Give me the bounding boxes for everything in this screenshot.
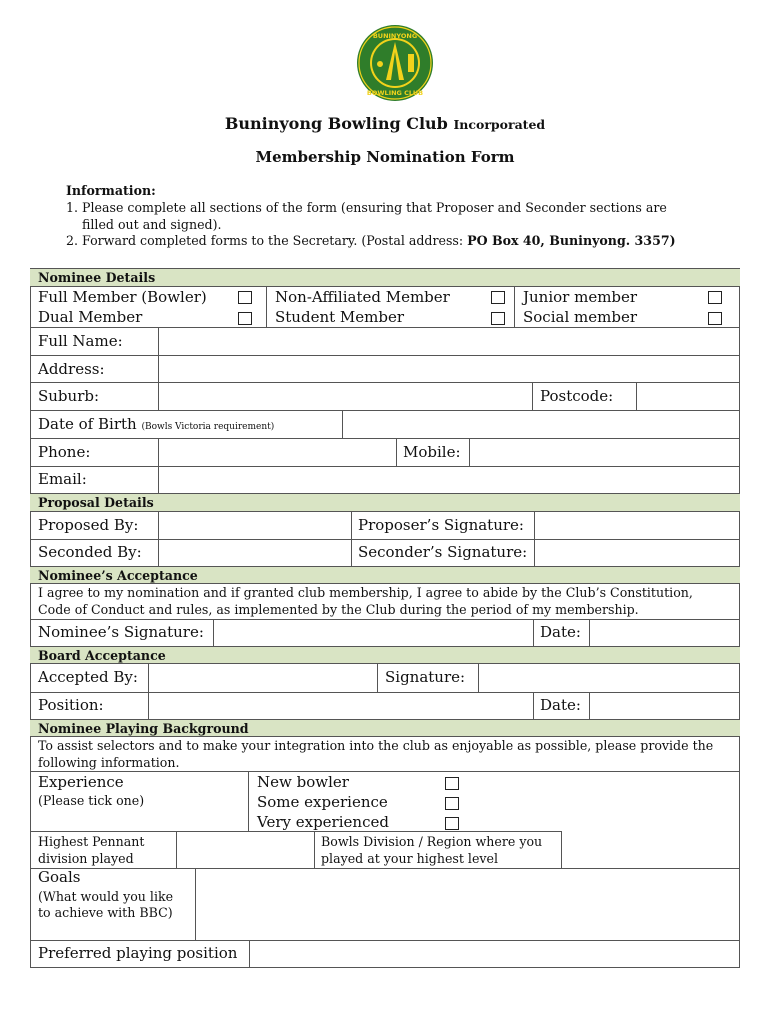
junior-member-label: Junior member xyxy=(523,288,638,306)
section-nominee-acceptance: Nominee’s Acceptance xyxy=(30,566,740,584)
board-date-label: Date: xyxy=(540,696,581,714)
svg-text:BOWLING CLUB: BOWLING CLUB xyxy=(366,89,424,97)
social-member-label: Social member xyxy=(523,308,637,326)
division-label-2: played at your highest level xyxy=(321,851,499,866)
dob-note: (Bowls Victoria requirement) xyxy=(141,422,275,432)
full-member-checkbox[interactable] xyxy=(238,291,252,304)
mobile-label: Mobile: xyxy=(403,443,461,461)
pennant-division-field[interactable] xyxy=(177,832,313,868)
new-bowler-label: New bowler xyxy=(257,773,349,791)
division-label-1: Bowls Division / Region where you xyxy=(321,834,543,849)
seconder-signature-field[interactable] xyxy=(535,540,739,566)
info-item-1-cont: filled out and signed). xyxy=(82,216,222,232)
goals-note-2: to achieve with BBC) xyxy=(38,905,173,920)
acceptance-text-1: I agree to my nomination and if granted club membership, I agree to abide by the Club’s Constitution, xyxy=(38,585,693,600)
proposed-by-label: Proposed By: xyxy=(38,516,139,534)
acceptance-text-2: Code of Conduct and rules, as implemented by the Club during the period of my membership. xyxy=(38,602,639,617)
accepted-by-field[interactable] xyxy=(149,665,376,692)
postcode-field[interactable] xyxy=(637,383,739,410)
very-experienced-label: Very experienced xyxy=(257,813,389,831)
junior-member-checkbox[interactable] xyxy=(708,291,722,304)
nominee-signature-field[interactable] xyxy=(214,620,532,646)
some-experience-checkbox[interactable] xyxy=(445,797,459,810)
form-title: Membership Nomination Form xyxy=(255,148,515,166)
proposer-signature-field[interactable] xyxy=(535,513,739,539)
section-nominee-details: Nominee Details xyxy=(30,268,740,287)
section-playing-background: Nominee Playing Background xyxy=(30,719,740,737)
club-name xyxy=(0,114,770,133)
email-field[interactable] xyxy=(159,467,739,493)
dual-member-label: Dual Member xyxy=(38,308,143,326)
proposed-by-field[interactable] xyxy=(159,513,350,539)
experience-note: (Please tick one) xyxy=(38,793,145,808)
seconded-by-field[interactable] xyxy=(159,540,350,566)
acceptance-date-label: Date: xyxy=(540,623,581,641)
info-item-1: 1. Please complete all sections of the form (ensuring that Proposer and Seconder sections are xyxy=(66,199,667,215)
goals-label: Goals xyxy=(38,868,81,886)
social-member-checkbox[interactable] xyxy=(708,312,722,325)
position-field[interactable] xyxy=(149,693,532,719)
info-item-2-text: 2. Forward completed forms to the Secretary. (Postal address: xyxy=(66,233,468,249)
section-board-acceptance: Board Acceptance xyxy=(30,646,740,664)
email-label: Email: xyxy=(38,470,87,488)
preferred-position-label: Preferred playing position xyxy=(38,944,238,962)
very-experienced-checkbox[interactable] xyxy=(445,817,459,830)
info-item-2 xyxy=(66,233,716,250)
club-name-text: Buninyong Bowling Club xyxy=(224,114,448,133)
info-heading: Information: xyxy=(66,183,156,198)
mobile-field[interactable] xyxy=(470,439,739,466)
full-name-label: Full Name: xyxy=(38,332,123,350)
section-proposal-details: Proposal Details xyxy=(30,493,740,512)
non-affiliated-checkbox[interactable] xyxy=(491,291,505,304)
dob-field[interactable] xyxy=(343,411,739,438)
pennant-label-1: Highest Pennant xyxy=(38,834,145,849)
goals-field[interactable] xyxy=(196,869,739,940)
dob-label-text: Date of Birth xyxy=(38,415,137,433)
address-field[interactable] xyxy=(159,356,739,382)
experience-label: Experience xyxy=(38,773,124,791)
seconded-by-label: Seconded By: xyxy=(38,543,142,561)
playing-intro-2: following information. xyxy=(38,755,180,770)
postal-address: PO Box 40, Buninyong. 3357) xyxy=(467,233,676,249)
full-member-label: Full Member (Bowler) xyxy=(38,288,207,306)
address-label: Address: xyxy=(38,360,105,378)
some-experience-label: Some experience xyxy=(257,793,388,811)
seconder-signature-label: Seconder’s Signature: xyxy=(358,543,528,561)
club-suffix: Incorporated xyxy=(453,117,546,132)
position-label: Position: xyxy=(38,696,104,714)
dual-member-checkbox[interactable] xyxy=(238,312,252,325)
accepted-by-label: Accepted By: xyxy=(38,668,138,686)
svg-text:BUNINYONG: BUNINYONG xyxy=(372,32,418,40)
nominee-signature-label: Nominee’s Signature: xyxy=(38,623,204,641)
preferred-position-field[interactable] xyxy=(250,941,739,967)
student-member-checkbox[interactable] xyxy=(491,312,505,325)
board-signature-field[interactable] xyxy=(479,665,739,692)
bowls-division-field[interactable] xyxy=(562,832,739,868)
nomination-form xyxy=(30,268,740,968)
full-name-field[interactable] xyxy=(159,328,739,355)
proposer-signature-label: Proposer’s Signature: xyxy=(358,516,524,534)
pennant-label-2: division played xyxy=(38,851,134,866)
information-block xyxy=(66,183,716,250)
playing-intro-1: To assist selectors and to make your integration into the club as enjoyable as possible, please provide the xyxy=(38,738,714,753)
suburb-field[interactable] xyxy=(159,383,531,410)
board-signature-label: Signature: xyxy=(385,668,466,686)
student-member-label: Student Member xyxy=(275,308,405,326)
new-bowler-checkbox[interactable] xyxy=(445,777,459,790)
goals-note-1: (What would you like xyxy=(38,889,174,904)
suburb-label: Suburb: xyxy=(38,387,100,405)
phone-label: Phone: xyxy=(38,443,91,461)
acceptance-date-field[interactable] xyxy=(590,620,739,646)
non-affiliated-label: Non-Affiliated Member xyxy=(275,288,450,306)
phone-field[interactable] xyxy=(159,439,395,466)
club-logo xyxy=(356,24,434,102)
dob-label xyxy=(38,415,274,433)
board-date-field[interactable] xyxy=(590,693,739,719)
postcode-label: Postcode: xyxy=(540,387,614,405)
